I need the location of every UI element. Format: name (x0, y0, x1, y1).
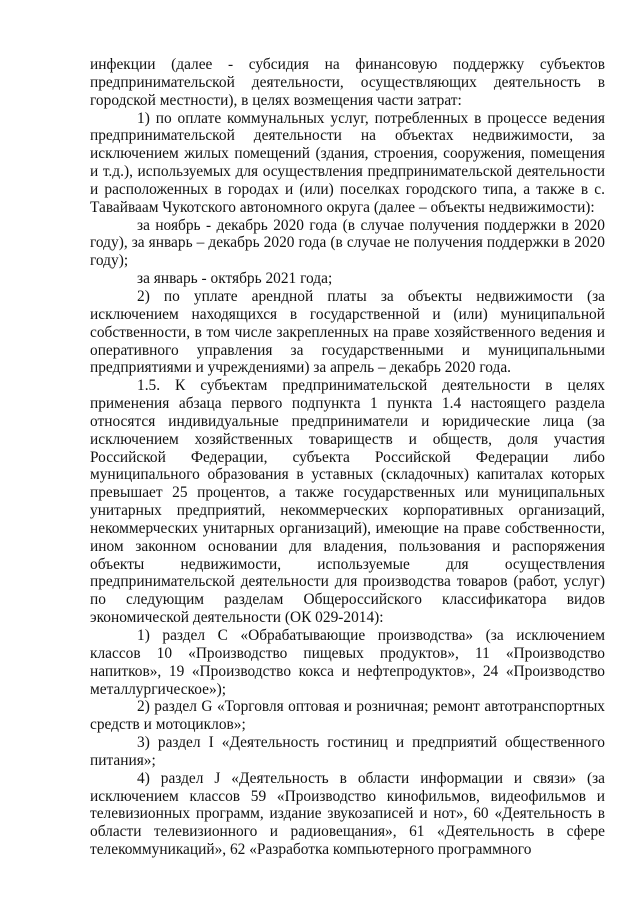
paragraph-continuation: инфекции (далее - субсидия на финансовую поддержку субъектов предпринимательской деятельности, осуществляющих деятельность в городской местности), в целях возмещения части затрат: (90, 56, 605, 109)
paragraph-section-j: 4) раздел J «Деятельность в области информации и связи» (за исключением классов 59 «Производство кинофильмов, видеофильмов и телевизионных программ, издание звукозаписей и нот», 60 «Деятельность в области телевизионного и радиовещания», 61 «Деятельность в сфере телекоммуникаций», 62 «Разработка компьютерного программного (90, 769, 605, 859)
paragraph-section-g: 2) раздел G «Торговля оптовая и розничная; ремонт автотранспортных средств и мотоциклов»; (90, 698, 605, 734)
paragraph-period-2020: за ноябрь - декабрь 2020 года (в случае получения поддержки в 2020 году), за январь – декабрь 2020 года (в случае не получения поддержки в 2020 году); (90, 216, 605, 270)
paragraph-rent-expenses: 2) по уплате арендной платы за объекты недвижимости (за исключением находящихся в государственной и (или) муниципальной собственности, в том числе закрепленных на праве хозяйственного ведения и оперативного управления за государственными и муниципальными предприятиями и учреждениями) за апрель – декабрь 2020 года. (90, 287, 605, 377)
paragraph-section-c: 1) раздел C «Обрабатывающие производства» (за исключением классов 10 «Производство пищевых продуктов», 11 «Производство напитков», 19 «Производство кокса и нефтепродуктов», 24 «Производство металлургическое»); (90, 627, 605, 698)
document-page (90, 56, 605, 859)
paragraph-section-1-5: 1.5. К субъектам предпринимательской деятельности в целях применения абзаца первого подпункта 1 пункта 1.4 настоящего раздела относятся индивидуальные предприниматели и юридические лица (за исключением хозяйственных товариществ и обществ, доля участия Российской Федерации, субъекта Российской Федерации либо муниципального образования в уставных (складочных) капиталах которых превышает 25 процентов, а также государственных или муниципальных унитарных предприятий, некоммерческих корпоративных организаций, некоммерческих унитарных организаций), имеющие на праве собственности, ином законном основании для владения, пользования и распоряжения объекты недвижимости, используемые для осуществления предпринимательской деятельности для производства товаров (работ, услуг) по следующим разделам Общероссийского классификатора видов экономической деятельности (ОК 029-2014): (90, 377, 605, 627)
paragraph-period-2021: за январь - октябрь 2021 года; (137, 270, 333, 288)
paragraph-utilities-expenses: 1) по оплате коммунальных услуг, потребленных в процессе ведения предпринимательской деятельности на объектах недвижимости, за исключением жилых помещений (здания, строения, сооружения, помещения и т.д.), используемых для осуществления предпринимательской деятельности и расположенных в городах и (или) поселках городского типа, а также в с. Тавайваам Чукотского автономного округа (далее – объекты недвижимости): (90, 109, 605, 216)
paragraph-section-i: 3) раздел I «Деятельность гостиниц и предприятий общественного питания»; (90, 734, 605, 769)
